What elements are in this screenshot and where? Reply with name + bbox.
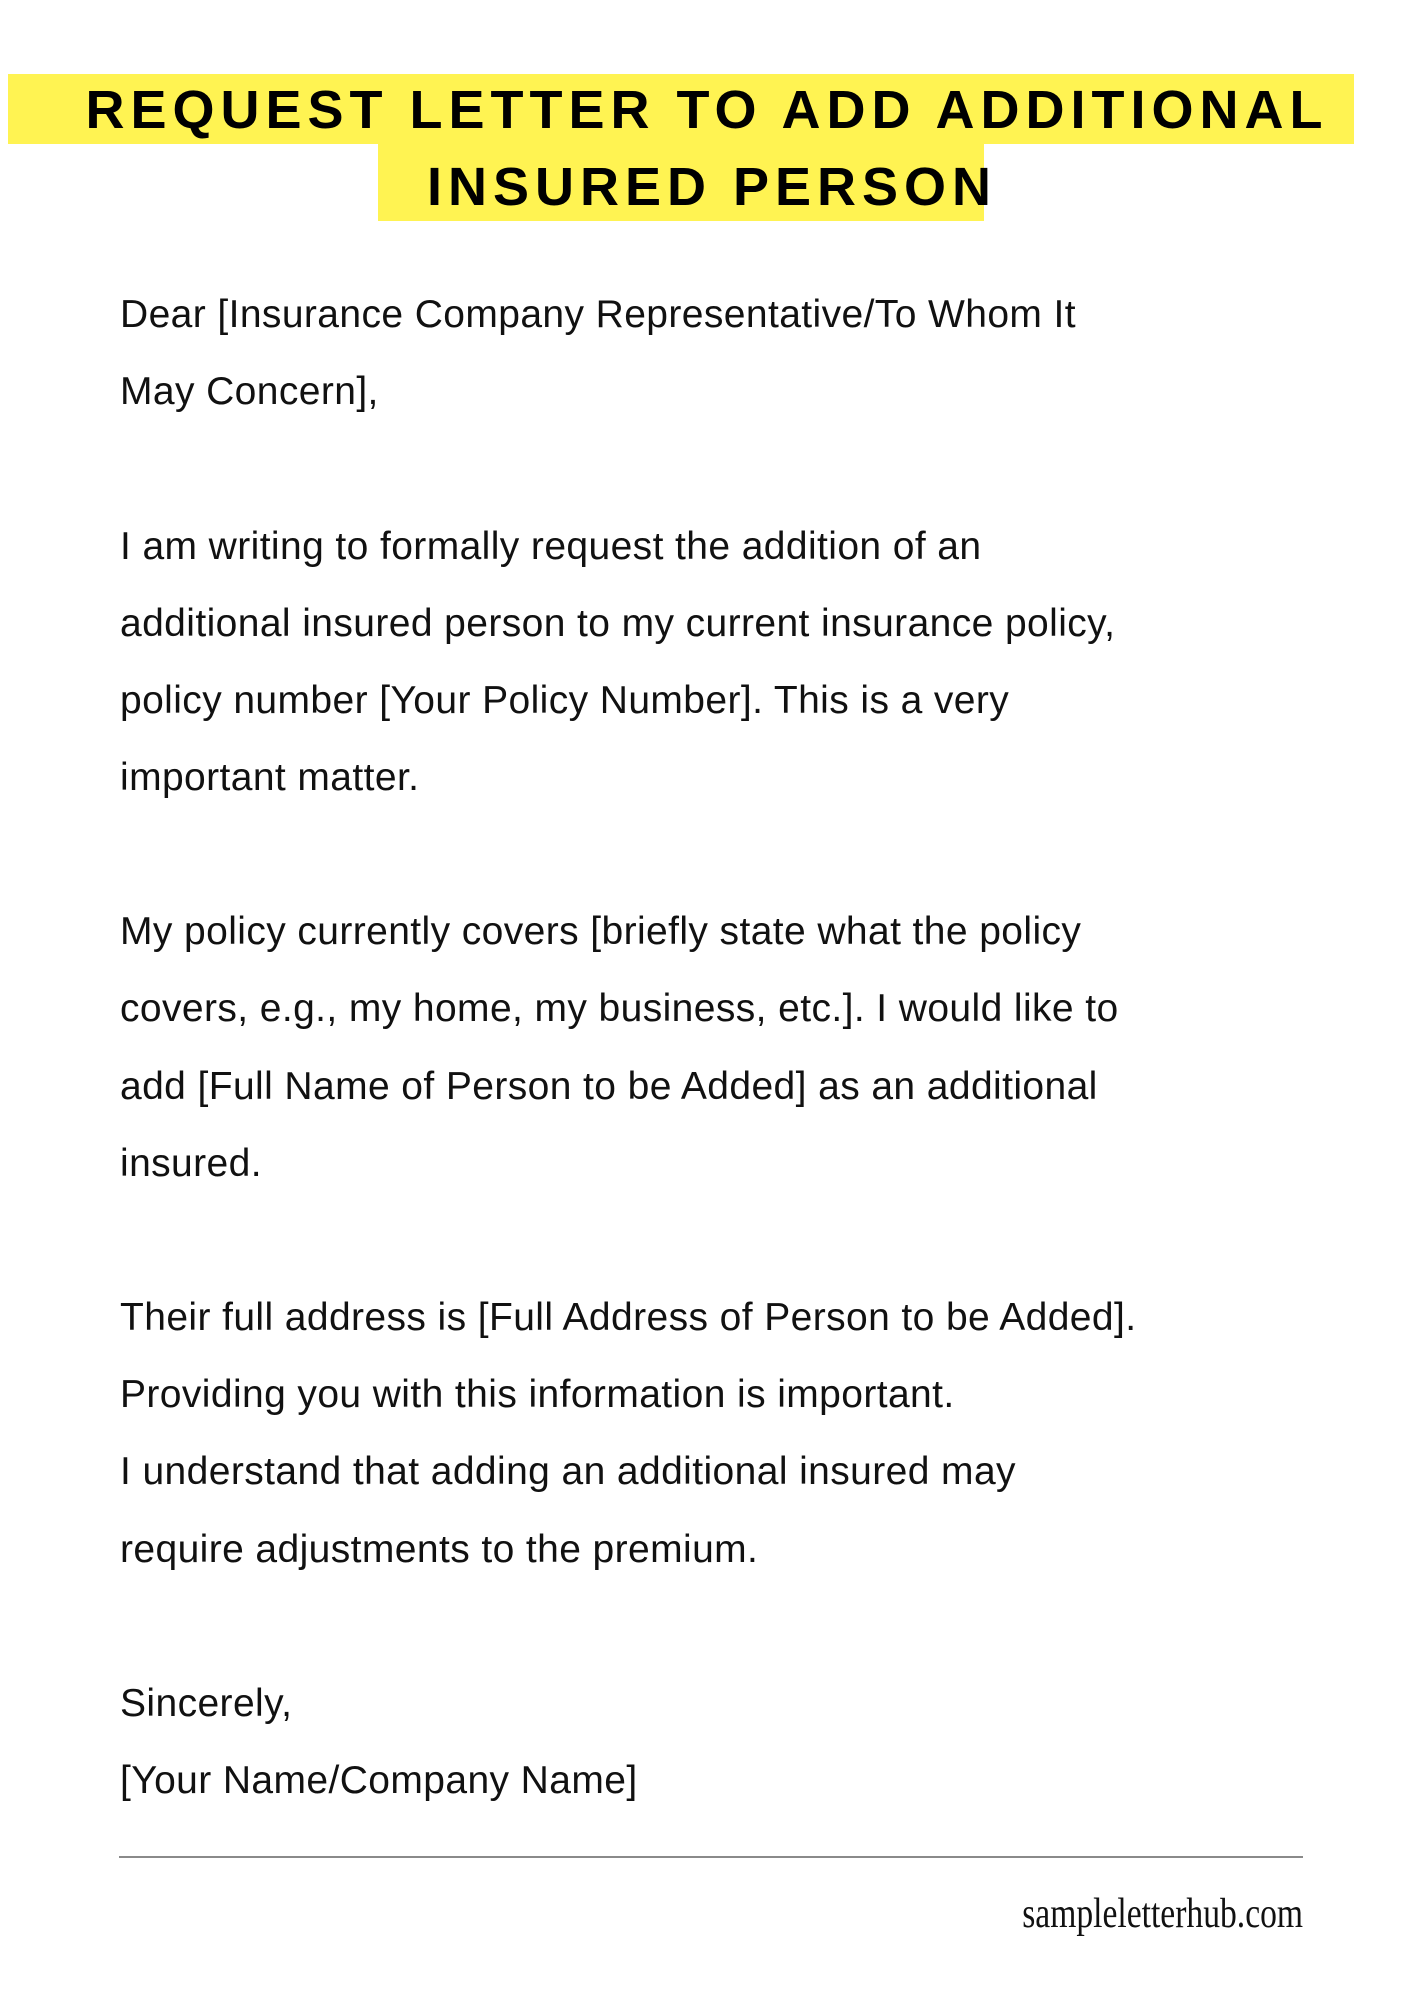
paragraph-line: important matter. <box>120 756 420 799</box>
paragraph-line: My policy currently covers [briefly state what the policy <box>120 910 1082 953</box>
paragraph-line: insured. <box>120 1142 262 1185</box>
closing-line: Sincerely, <box>120 1682 293 1725</box>
footer-site-name: sampleletterhub.com <box>1022 1891 1303 1937</box>
paragraph-line: Their full address is [Full Address of Person to be Added]. <box>120 1296 1137 1339</box>
paragraph-line: policy number [Your Policy Number]. This is a very <box>120 679 1010 722</box>
signature-line: [Your Name/Company Name] <box>120 1759 638 1802</box>
footer-divider <box>119 1856 1303 1858</box>
paragraph-line: Providing you with this information is important. <box>120 1373 955 1416</box>
salutation-line: Dear [Insurance Company Representative/To Whom It <box>120 293 1077 336</box>
paragraph-line: require adjustments to the premium. <box>120 1528 759 1571</box>
paragraph-line: add [Full Name of Person to be Added] as an additional <box>120 1065 1098 1108</box>
paragraph-line: additional insured person to my current insurance policy, <box>120 602 1116 645</box>
paragraph-line: I understand that adding an additional insured may <box>120 1450 1016 1493</box>
page-title-line-2: INSURED PERSON <box>426 157 998 217</box>
paragraph-line: covers, e.g., my home, my business, etc.]. I would like to <box>120 987 1119 1030</box>
page-title-line-1: REQUEST LETTER TO ADD ADDITIONAL <box>85 80 1329 140</box>
salutation-line: May Concern], <box>120 370 379 413</box>
paragraph-line: I am writing to formally request the addition of an <box>120 525 982 568</box>
